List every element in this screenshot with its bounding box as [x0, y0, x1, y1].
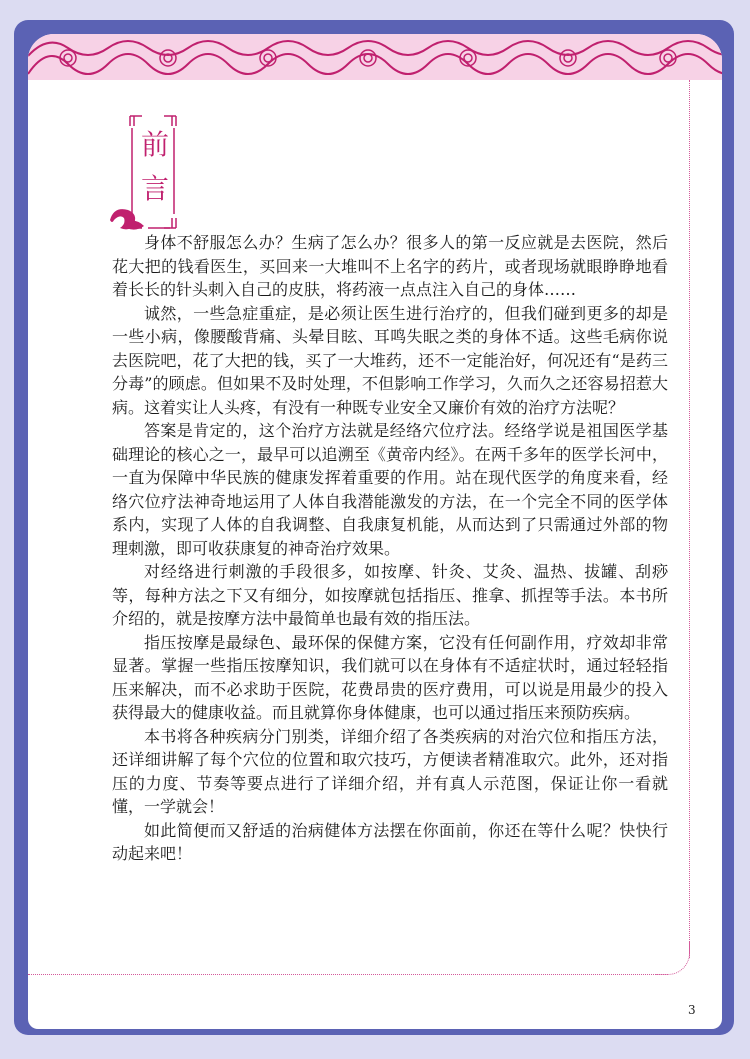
- section-title-emblem: [108, 110, 178, 240]
- dotted-border-right: [689, 80, 690, 958]
- page: [28, 34, 722, 1029]
- paragraph: 诚然，一些急症重症，是必须让医生进行治疗的，但我们碰到更多的却是一些小病，像腰酸背痛、头晕目眩、耳鸣失眠之类的身体不适。这些毛病你说去医院吧，花了大把的钱，买了一大堆药，还不一定能治好，何况还有“是药三分毒”的顾虑。但如果不及时处理，不但影响工作学习，久而久之还容易招惹大病。这着实让人头疼，有没有一种既专业安全又廉价有效的治疗方法呢？: [112, 303, 668, 417]
- page-number: 3: [688, 1003, 696, 1017]
- paragraph: 对经络进行刺激的手段很多，如按摩、针灸、艾灸、温热、拔罐、刮痧等，每种方法之下又有细分，如按摩就包括指压、推拿、抓捏等手法。本书所介绍的，就是按摩方法中最简单也最有效的指压法。: [112, 562, 668, 628]
- decorative-wave-banner: [28, 34, 722, 80]
- dotted-border-corner: [656, 942, 690, 975]
- paragraph: 答案是肯定的，这个治疗方法就是经络穴位疗法。经络学说是祖国医学基础理论的核心之一，最早可以追溯至《黄帝内经》。在两千多年的医学长河中，一直为保障中华民族的健康发挥着重要的作用。站在现代医学的角度来看，经络穴位疗法神奇地运用了人体自我潜能激发的方法，在一个完全不同的医学体系内，实现了人体的自我调整、自我康复机能，从而达到了只需通过外部的物理刺激，即可收获康复的神奇治疗效果。: [112, 421, 668, 558]
- paragraph: 如此简便而又舒适的治病健体方法摆在你面前，你还在等什么呢？快快行动起来吧！: [112, 820, 668, 863]
- dotted-border-bottom: [28, 974, 668, 975]
- title-char-qian: 前: [140, 128, 169, 161]
- paragraph: 本书将各种疾病分门别类，详细介绍了各类疾病的对治穴位和指压方法，还详细讲解了每个穴位的位置和取穴技巧，方便读者精准取穴。此外，还对指压的力度、节奏等要点进行了详细介绍，并有真人示范图，保证让你一看就懂，一学就会！: [112, 726, 668, 816]
- paragraph: 指压按摩是最绿色、最环保的保健方案，它没有任何副作用，疗效却非常显著。掌握一些指压按摩知识，我们就可以在身体有不适症状时，通过轻轻指压来解决，而不必求助于医院，花费昂贵的医疗费用，可以说是用最少的投入获得最大的健康收益。而且就算你身体健康，也可以通过指压来预防疾病。: [112, 632, 668, 722]
- paragraph: 身体不舒服怎么办？生病了怎么办？很多人的第一反应就是去医院，然后花大把的钱看医生，买回来一大堆叫不上名字的药片，或者现场就眼睁睁地看着长长的针头刺入自己的皮肤，将药液一点点注入自己的身体……: [112, 233, 668, 299]
- title-char-yan: 言: [140, 172, 169, 205]
- body-text: [112, 231, 668, 866]
